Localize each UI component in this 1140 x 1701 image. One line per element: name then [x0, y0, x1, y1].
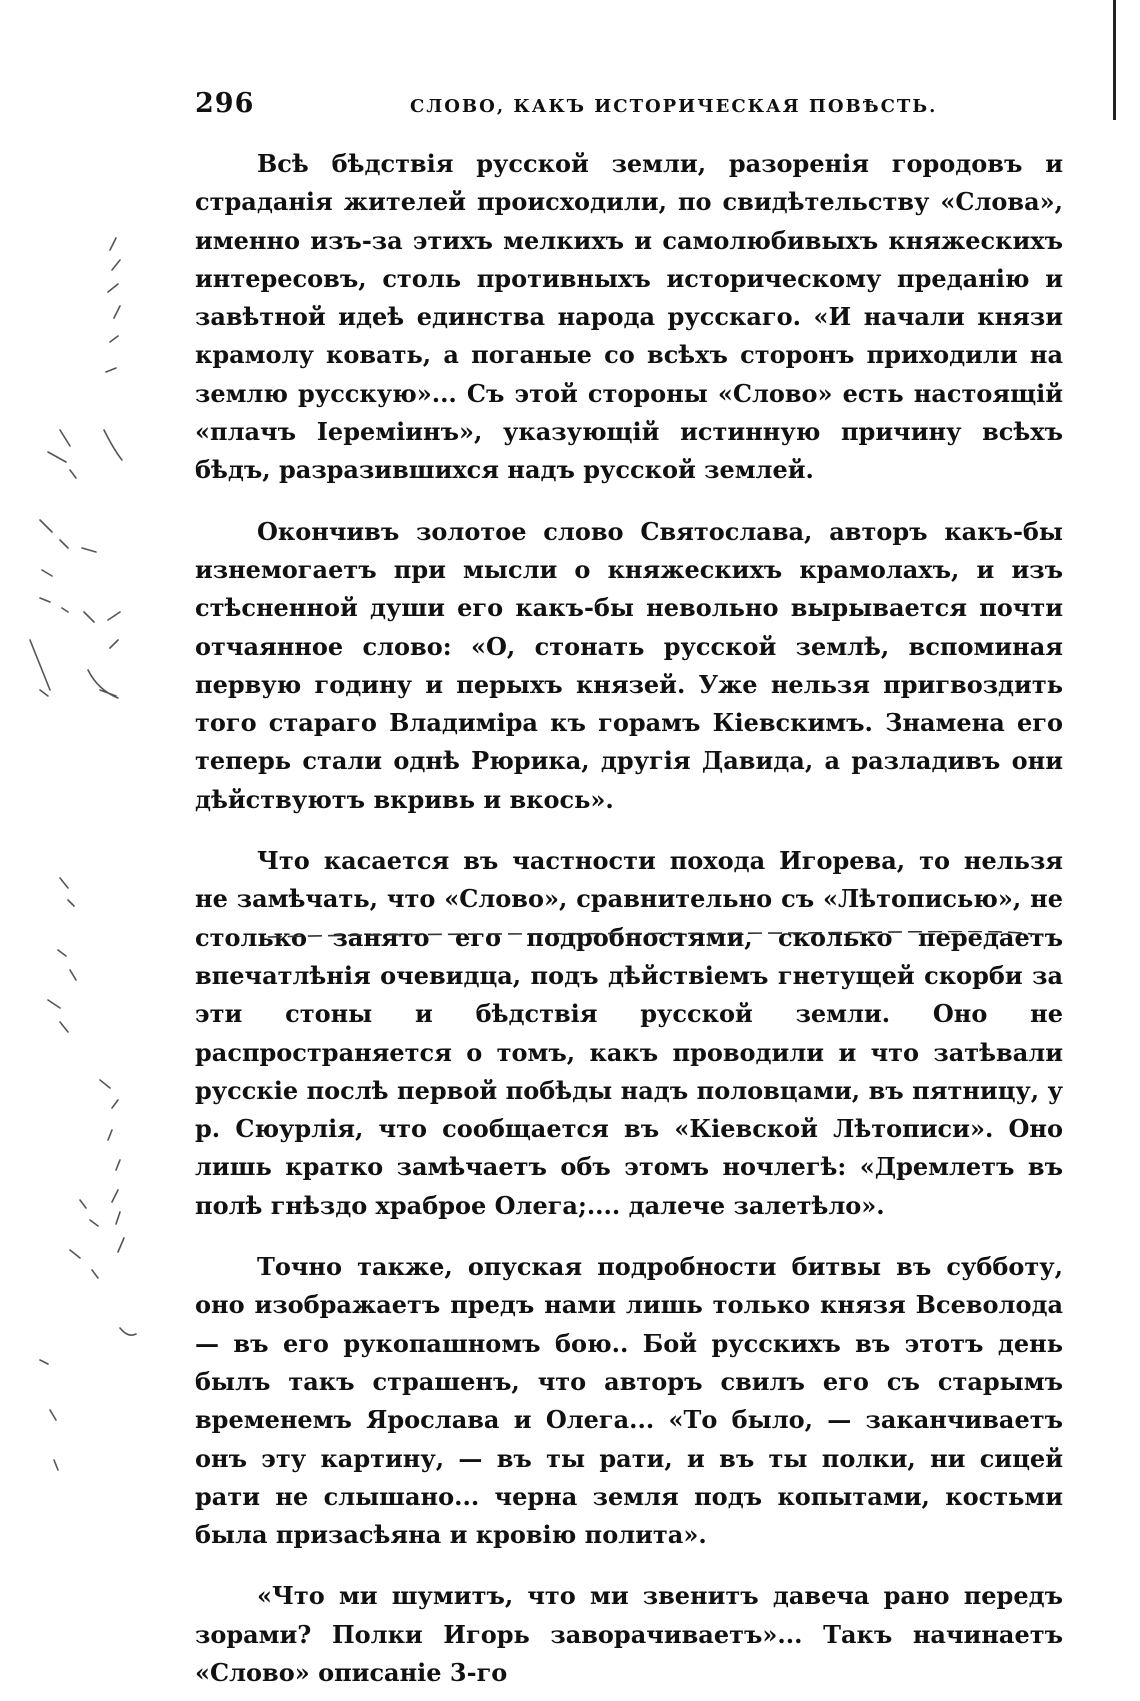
page-edge-shadow: [1113, 0, 1116, 120]
page-number: 296: [195, 88, 255, 119]
margin-pencil-marks: [0, 0, 180, 1701]
paragraph-2: Окончивъ золотое слово Святослава, авторъ какъ-бы изнемогаетъ при мысли о княжескихъ крамолахъ, и изъ стѣсненной души его какъ-бы невольно вырывается почти отчаянное слово: «О, стонать русской землѣ, вспоминая первую годину и перыхъ князей. Уже нельзя пригвоздить того стараго Владиміра къ горамъ Кіевскимъ. Знамена его теперь стали однѣ Рюрика, другія Давида, а разладивъ они дѣйствуютъ вкривь и вкось».: [195, 516, 1063, 814]
paragraph-1: Всѣ бѣдствія русской земли, разоренія городовъ и страданія жителей происходили, по свидѣтельству «Слова», именно изъ-за этихъ мелкихъ и самолюбивыхъ княжескихъ интересовъ, столь противныхъ историческому преданію и завѣтной идеѣ единства народа русскаго. «И начали князи крамолу ковать, а поганые со всѣхъ сторонъ приходили на землю русскую»... Съ этой стороны «Слово» есть настоящій «плачъ Іереміинъ», указующій истинную причину всѣхъ бѣдъ, разразившихся надъ русской землей.: [195, 149, 1063, 485]
paragraph-4: Точно также, опуская подробности битвы въ субботу, оно изображаетъ предъ нами лишь только князя Всеволода — въ его рукопашномъ бою.. Бой русскихъ въ этотъ день былъ такъ страшенъ, что авторъ свилъ его съ старымъ временемъ Ярослава и Олега... «То было, — заканчиваетъ онъ эту картину, — въ ты рати, и въ ты полки, ни сицей рати не слышано... черна земля подъ копытами, костьми была призасѣяна и кровію полита».: [195, 1252, 1063, 1550]
pencil-underline: [268, 931, 1048, 951]
paragraph-3: Что касается въ частности похода Игорева, то нельзя не замѣчать, что «Слово», сравнительно съ «Лѣтописью», не столько занято его подробностями, сколько передаетъ впечатлѣнія очевидца, подъ дѣйствіемъ гнетущей скорби за эти стоны и бѣдствія русской земли. Оно не распространяется о томъ, какъ проводили и что затѣвали русскіе послѣ первой побѣды надъ половцами, въ пятницу, у р. Сюурлія, что сообщается въ «Кіевской Лѣтописи». Оно лишь кратко замѣчаетъ объ этомъ ночлегѣ: «Дремлетъ въ полѣ гнѣздо храброе Олега;.... далече залетѣло».: [195, 846, 1063, 1220]
page-header: [195, 88, 1065, 128]
body-text: [195, 145, 1063, 1692]
paragraph-5: «Что ми шумитъ, что ми звенитъ давеча рано передъ зорами? Полки Игорь заворачиваетъ»... Такъ начинаетъ «Слово» описаніе 3-го: [195, 1581, 1063, 1687]
running-title: СЛОВО, КАКЪ ИСТОРИЧЕСКАЯ ПОВѢСТЬ.: [410, 96, 938, 117]
